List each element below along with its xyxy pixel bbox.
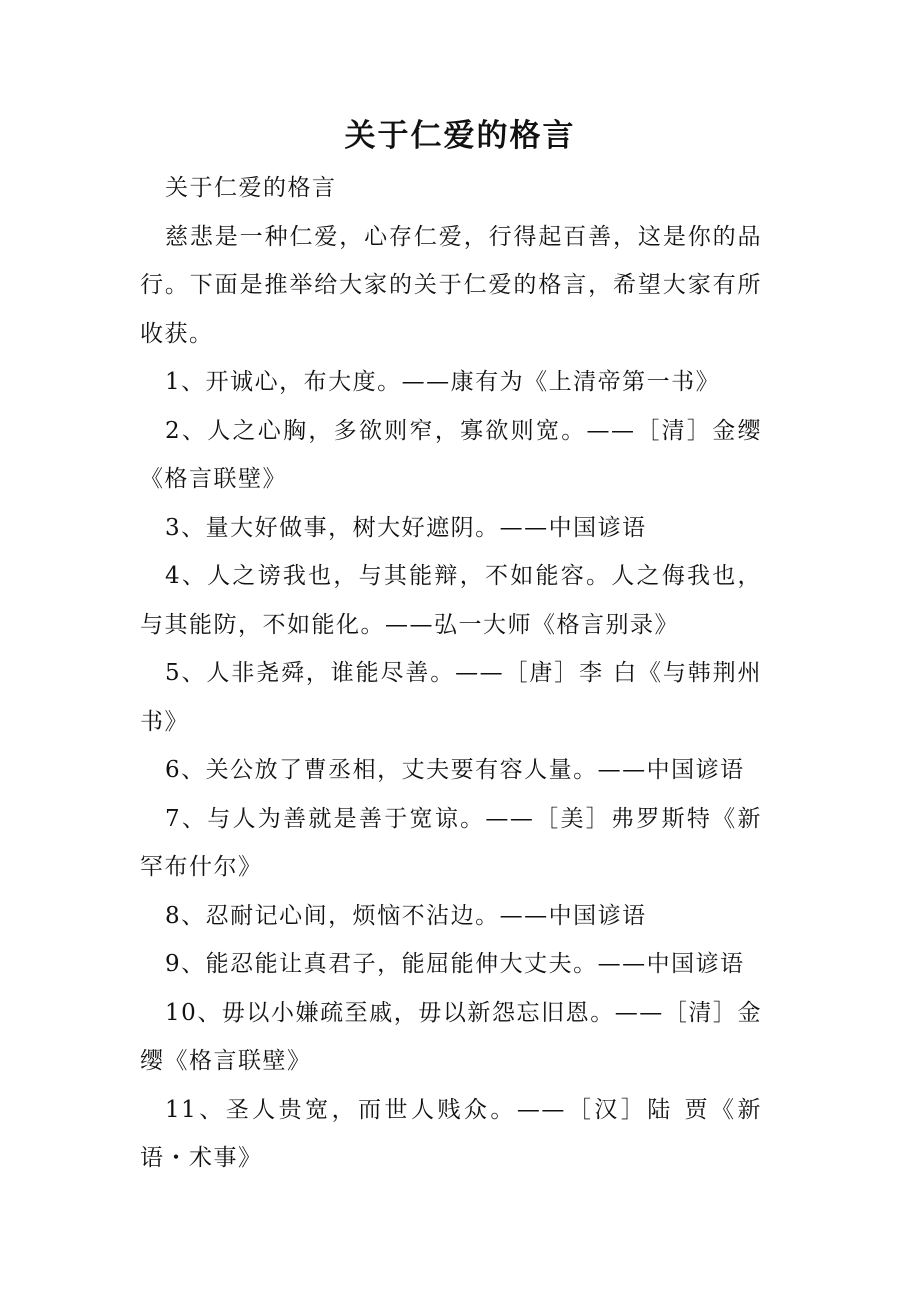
- maxim-item-1: 1、开诚心，布大度。——康有为《上清帝第一书》: [165, 369, 721, 395]
- maxim-item-4: 4、人之谤我也，与其能辩，不如能容。人之侮我也，与其能防，不如能化。——弘一大师《格言别录》: [140, 563, 762, 638]
- maxim-item-10: 10、毋以小嫌疏至戚，毋以新怨忘旧恩。——［清］金缨《格言联壁》: [140, 999, 762, 1074]
- maxim-item-8: 8、忍耐记心间，烦恼不沾边。——中国谚语: [165, 902, 647, 929]
- maxim-item-7: 7、与人为善就是善于宽谅。——［美］弗罗斯特《新罕布什尔》: [140, 805, 762, 880]
- document-body: [140, 164, 762, 1183]
- maxim-item-2: 2、人之心胸，多欲则窄，寡欲则宽。——［清］金缨《格言联壁》: [140, 417, 762, 492]
- subtitle-paragraph: 关于仁爱的格言: [165, 175, 337, 201]
- page-title: 关于仁爱的格言: [344, 118, 576, 154]
- maxim-item-5: 5、人非尧舜，谁能尽善。——［唐］李 白《与韩荆州书》: [140, 660, 762, 735]
- intro-paragraph: 慈悲是一种仁爱，心存仁爱，行得起百善，这是你的品行。下面是推举给大家的关于仁爱的格言，希望大家有所收获。: [140, 223, 762, 347]
- maxim-item-3: 3、量大好做事，树大好遮阴。——中国谚语: [165, 514, 647, 541]
- maxim-item-9: 9、能忍能让真君子，能屈能伸大丈夫。——中国谚语: [165, 951, 745, 977]
- maxim-item-6: 6、关公放了曹丞相，丈夫要有容人量。——中国谚语: [165, 757, 745, 783]
- maxim-item-11: 11、圣人贵宽，而世人贱众。——［汉］陆 贾《新语・术事》: [140, 1096, 762, 1171]
